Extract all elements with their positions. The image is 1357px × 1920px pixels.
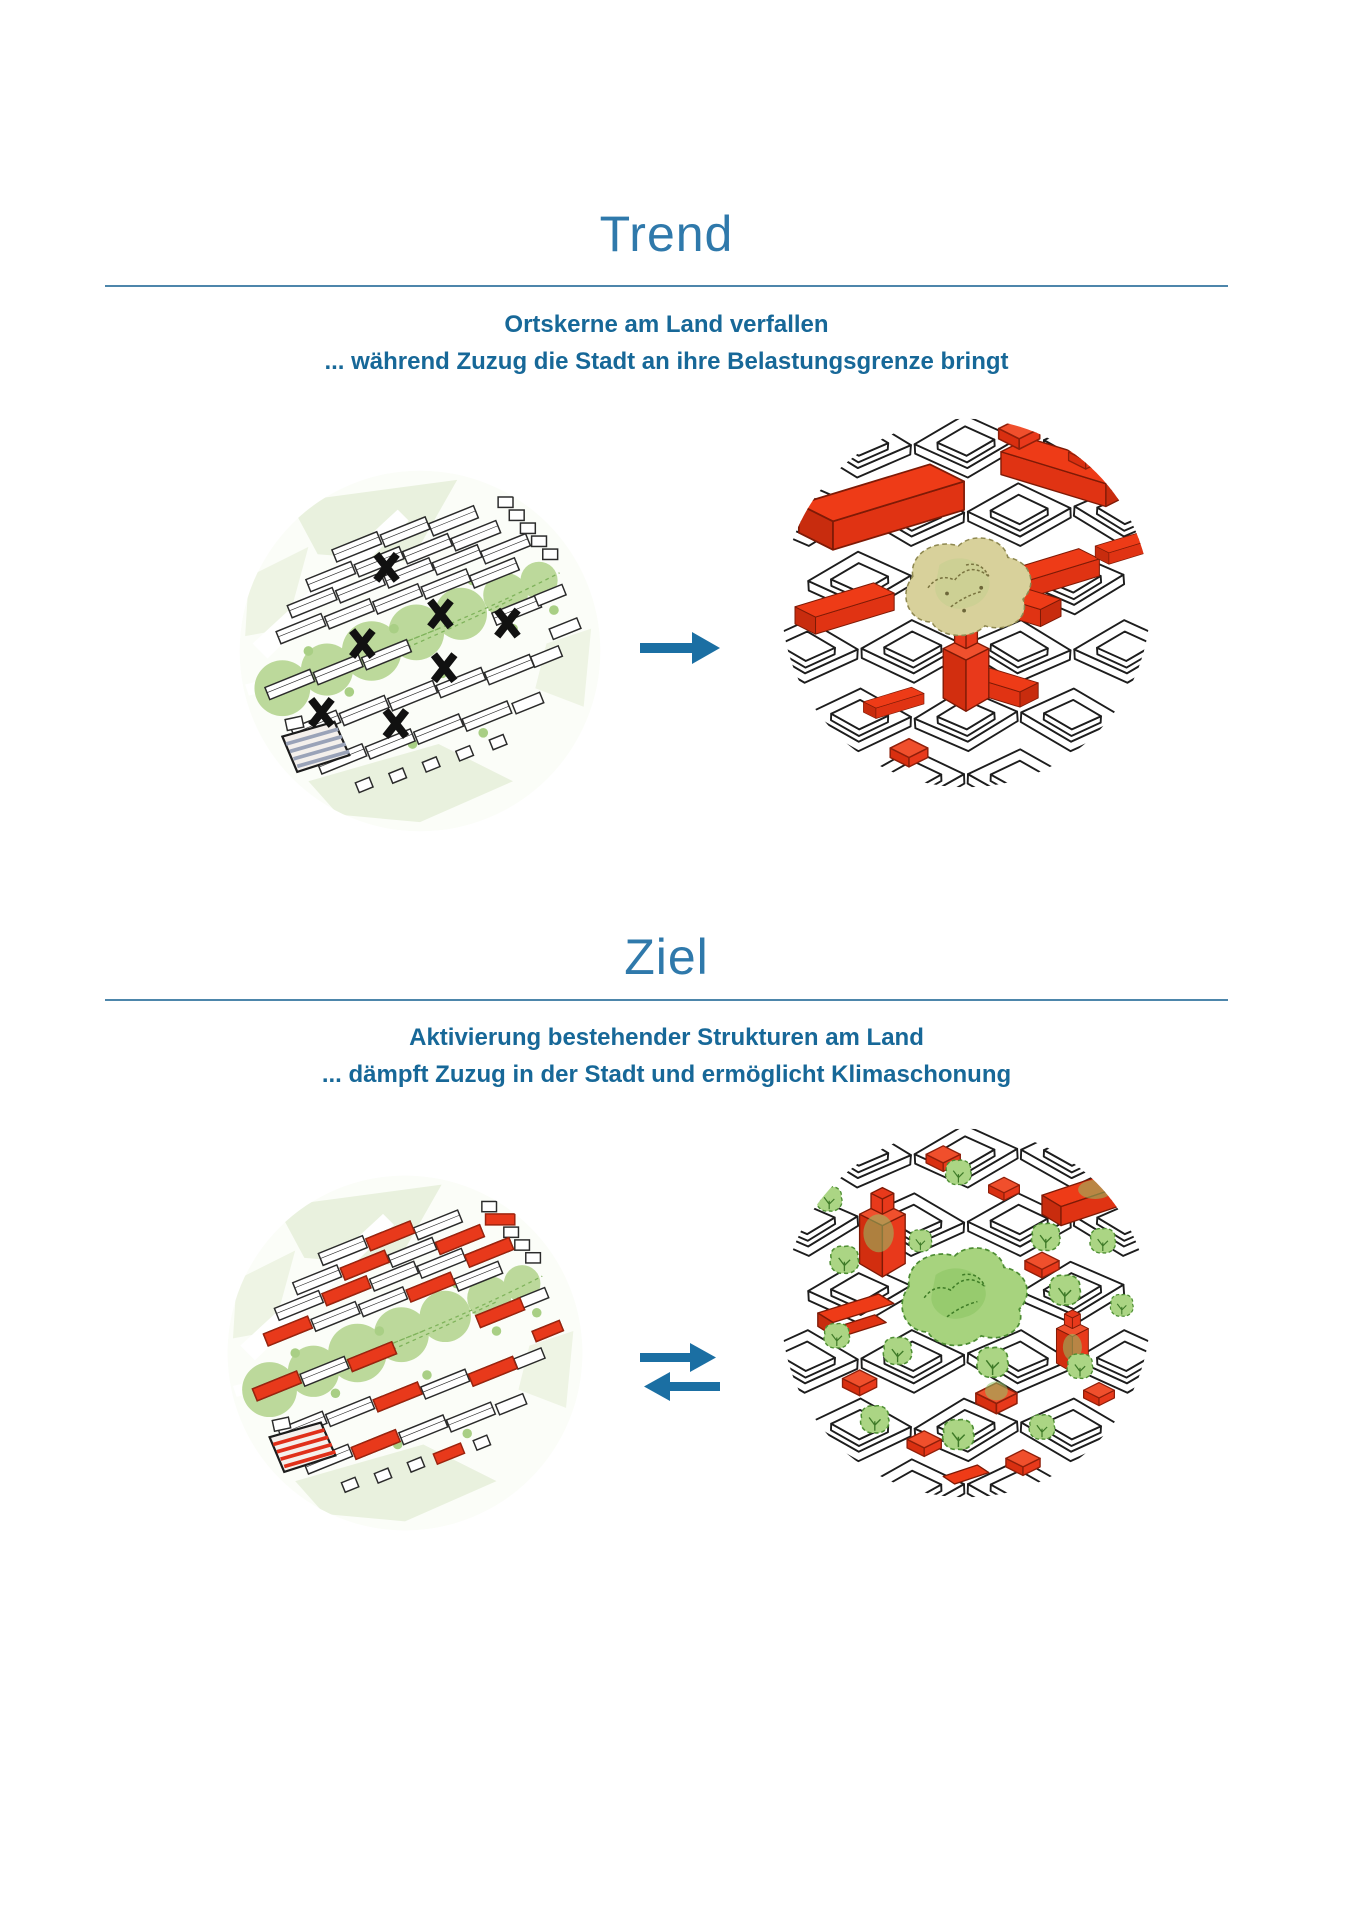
ziel-subtitle-line-1: Aktivierung bestehender Strukturen am Land	[409, 1024, 924, 1051]
trend-subtitle	[105, 306, 1228, 380]
city-blocks-ziel-illustration	[776, 1123, 1156, 1503]
city-blocks-trend-illustration	[776, 413, 1156, 793]
trend-divider-line	[105, 285, 1228, 287]
trend-title: Trend	[599, 206, 734, 262]
trend-subtitle-line-2: ... während Zuzug die Stadt an ihre Belastungsgrenze bringt	[324, 348, 1009, 375]
ziel-subtitle-line-2: ... dämpft Zuzug in der Stadt und ermöglicht Klimaschonung	[321, 1061, 1012, 1088]
right-arrow-icon	[638, 626, 722, 675]
trend-subtitle-line-1: Ortskerne am Land verfallen	[504, 311, 829, 338]
village-map-trend-illustration	[234, 465, 606, 837]
ziel-divider-line	[105, 999, 1228, 1001]
ziel-subtitle	[105, 1019, 1228, 1093]
exchange-arrows-icon	[638, 1333, 722, 1416]
village-map-ziel-illustration	[222, 1170, 588, 1536]
ziel-title: Ziel	[624, 929, 709, 985]
